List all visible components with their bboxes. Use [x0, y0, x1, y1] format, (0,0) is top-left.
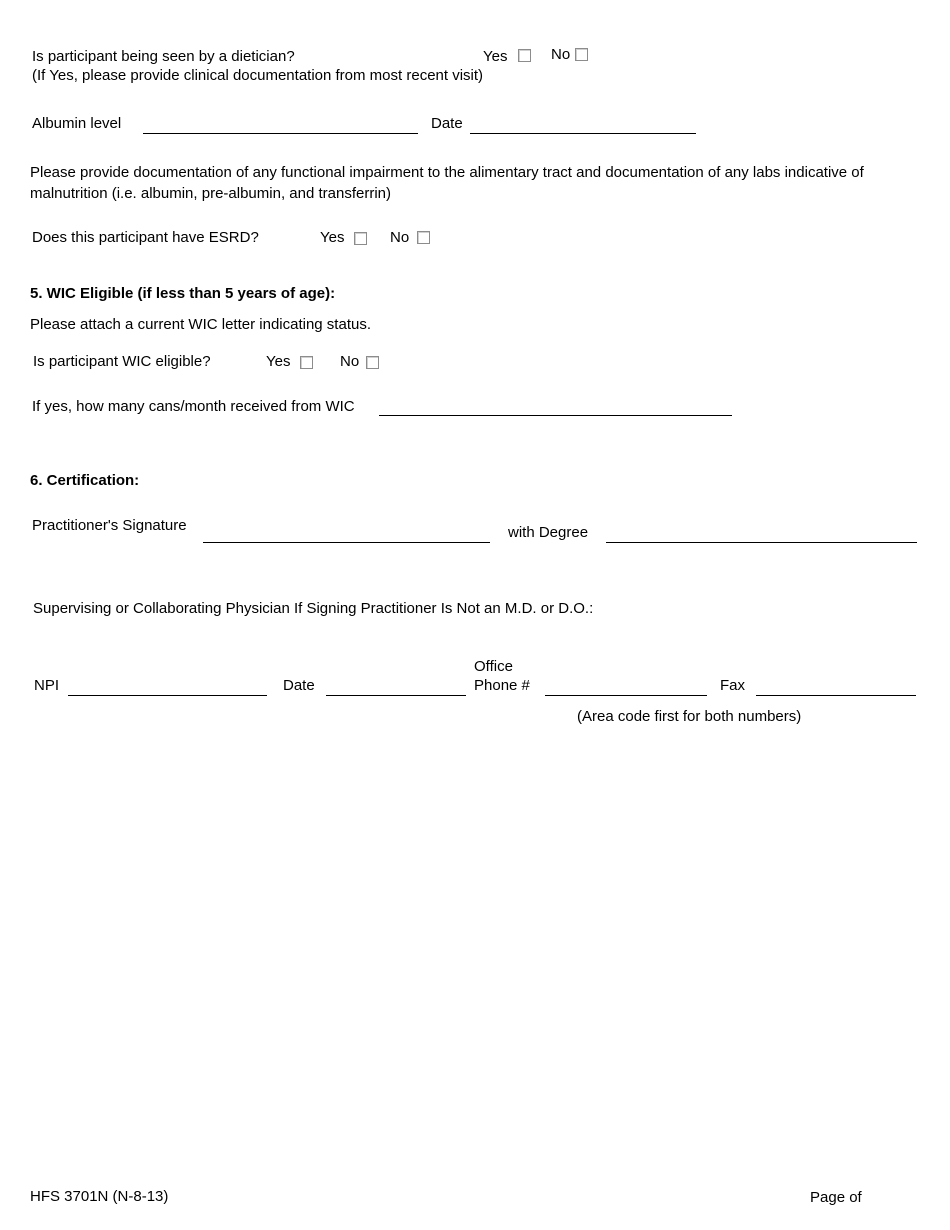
wic-no-label: No — [340, 353, 360, 370]
wic-section-heading: 5. WIC Eligible (if less than 5 years of age): — [30, 285, 336, 302]
wic-attach-instruction: Please attach a current WIC letter indicating status. — [30, 316, 371, 333]
npi-label: NPI — [34, 677, 60, 694]
documentation-instructions: Please provide documentation of any functional impairment to the alimentary tract and documentation of any labs indicative of malnutrition (i.e. albumin, pre-albumin, and transferrin) — [30, 164, 864, 202]
esrd-no-checkbox[interactable] — [417, 231, 430, 244]
fax-label: Fax — [720, 677, 746, 694]
wic-no-checkbox[interactable] — [366, 356, 379, 369]
area-code-note: (Area code first for both numbers) — [577, 708, 802, 725]
certification-heading: 6. Certification: — [30, 472, 140, 489]
supervising-physician-text: Supervising or Collaborating Physician If Signing Practitioner Is Not an M.D. or D.O.: — [33, 600, 594, 617]
fax-field[interactable] — [756, 695, 916, 696]
page-number: Page of — [810, 1189, 862, 1206]
signature-field[interactable] — [203, 542, 490, 543]
albumin-date-label: Date — [431, 115, 463, 132]
npi-field[interactable] — [68, 695, 267, 696]
cert-date-field[interactable] — [326, 695, 466, 696]
dietician-note: (If Yes, please provide clinical documentation from most recent visit) — [32, 67, 484, 84]
phone-field[interactable] — [545, 695, 707, 696]
dietician-yes-checkbox[interactable] — [518, 49, 531, 62]
degree-field[interactable] — [606, 542, 917, 543]
wic-yes-checkbox[interactable] — [300, 356, 313, 369]
wic-cans-field[interactable] — [379, 415, 732, 416]
dietician-no-checkbox[interactable] — [575, 48, 588, 61]
esrd-question: Does this participant have ESRD? — [32, 229, 259, 246]
wic-yes-label: Yes — [266, 353, 291, 370]
office-label: Office — [474, 658, 513, 675]
albumin-field[interactable] — [143, 133, 418, 134]
phone-label: Phone # — [474, 677, 530, 694]
albumin-date-field[interactable] — [470, 133, 696, 134]
form-id: HFS 3701N (N-8-13) — [30, 1188, 169, 1205]
wic-cans-label: If yes, how many cans/month received from WIC — [32, 398, 355, 415]
esrd-no-label: No — [390, 229, 410, 246]
esrd-yes-checkbox[interactable] — [354, 232, 367, 245]
dietician-yes-label: Yes — [483, 48, 508, 65]
cert-date-label: Date — [283, 677, 315, 694]
esrd-yes-label: Yes — [320, 229, 345, 246]
dietician-question: Is participant being seen by a dietician? — [32, 48, 295, 65]
wic-question: Is participant WIC eligible? — [33, 353, 211, 370]
degree-label: with Degree — [508, 524, 589, 541]
signature-label: Practitioner's Signature — [32, 517, 187, 534]
dietician-no-label: No — [551, 46, 571, 63]
albumin-label: Albumin level — [32, 115, 122, 132]
